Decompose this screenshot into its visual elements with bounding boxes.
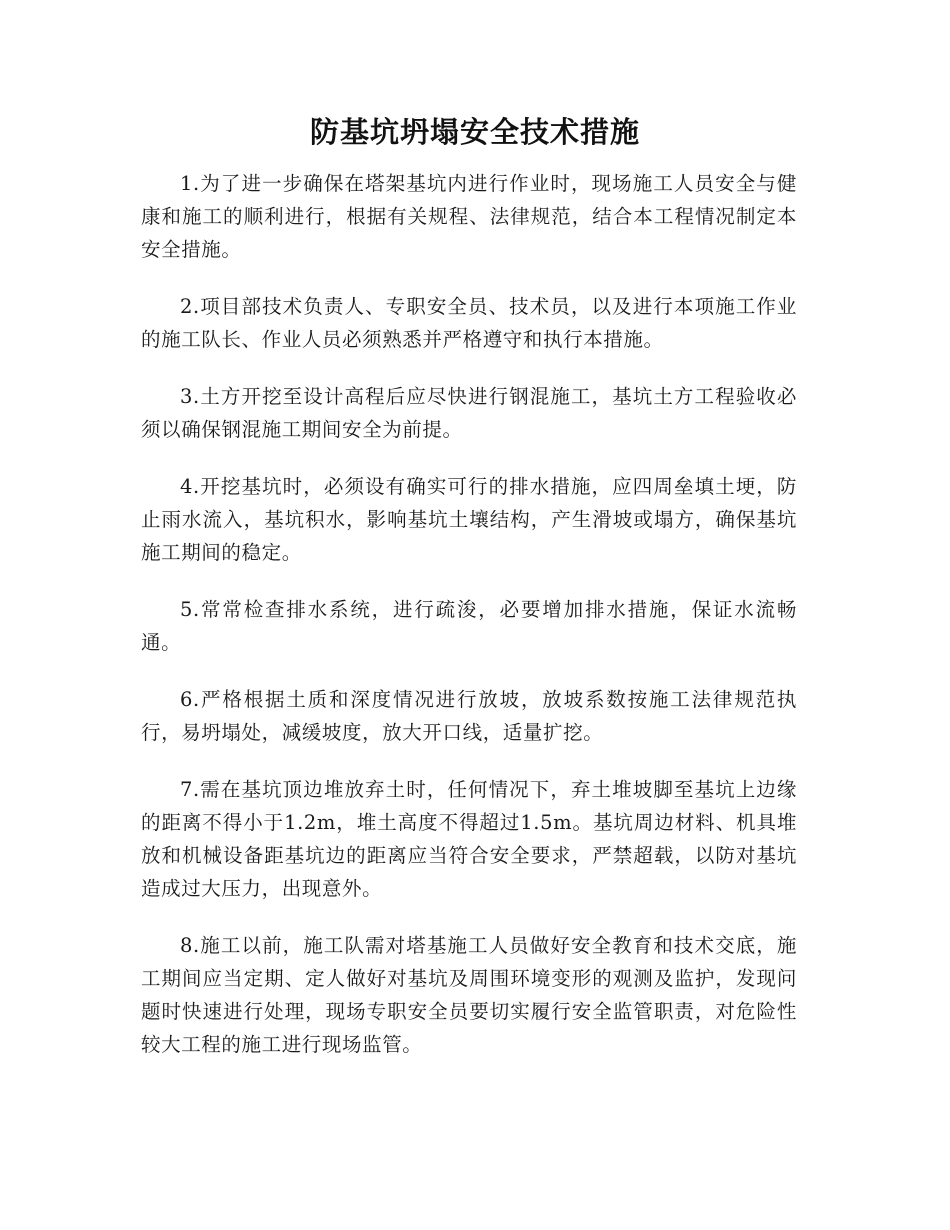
- paragraph-6: 6.严格根据土质和深度情况进行放坡，放坡系数按施工法律规范执行，易坍塌处，减缓坡度，放大开口线，适量扩挖。: [141, 688, 797, 744]
- paragraph-1: 1.为了进一步确保在塔架基坑内进行作业时，现场施工人员安全与健康和施工的顺利进行，根据有关规程、法律规范，结合本工程情况制定本安全措施。: [141, 172, 797, 261]
- document-title: 防基坑坍塌安全技术措施: [309, 115, 640, 149]
- paragraph-3: 3.土方开挖至设计高程后应尽快进行钢混施工，基坑土方工程验收必须以确保钢混施工期间安全为前提。: [141, 385, 797, 441]
- paragraph-4: 4.开挖基坑时，必须设有确实可行的排水措施，应四周垒填土埂，防止雨水流入，基坑积水，影响基坑土壤结构，产生滑坡或塌方，确保基坑施工期间的稳定。: [141, 475, 797, 564]
- paragraph-2: 2.项目部技术负责人、专职安全员、技术员，以及进行本项施工作业的施工队长、作业人员必须熟悉并严格遵守和执行本措施。: [141, 295, 797, 351]
- paragraph-8: 8.施工以前，施工队需对塔基施工人员做好安全教育和技术交底，施工期间应当定期、定人做好对基坑及周围环境变形的观测及监护，发现问题时快速进行处理，现场专职安全员要切实履行安全监管职责，对危险性较大工程的施工进行现场监管。: [141, 934, 797, 1056]
- document-body: [141, 167, 797, 1085]
- paragraph-7: 7.需在基坑顶边堆放弃土时，任何情况下，弃土堆坡脚至基坑上边缘的距离不得小于1.2m，堆土高度不得超过1.5m。基坑周边材料、机具堆放和机械设备距基坑边的距离应当符合安全要求，严禁超载，以防对基坑造成过大压力，出现意外。: [141, 778, 797, 900]
- paragraph-5: 5.常常检查排水系统，进行疏浚，必要增加排水措施，保证水流畅通。: [141, 598, 797, 654]
